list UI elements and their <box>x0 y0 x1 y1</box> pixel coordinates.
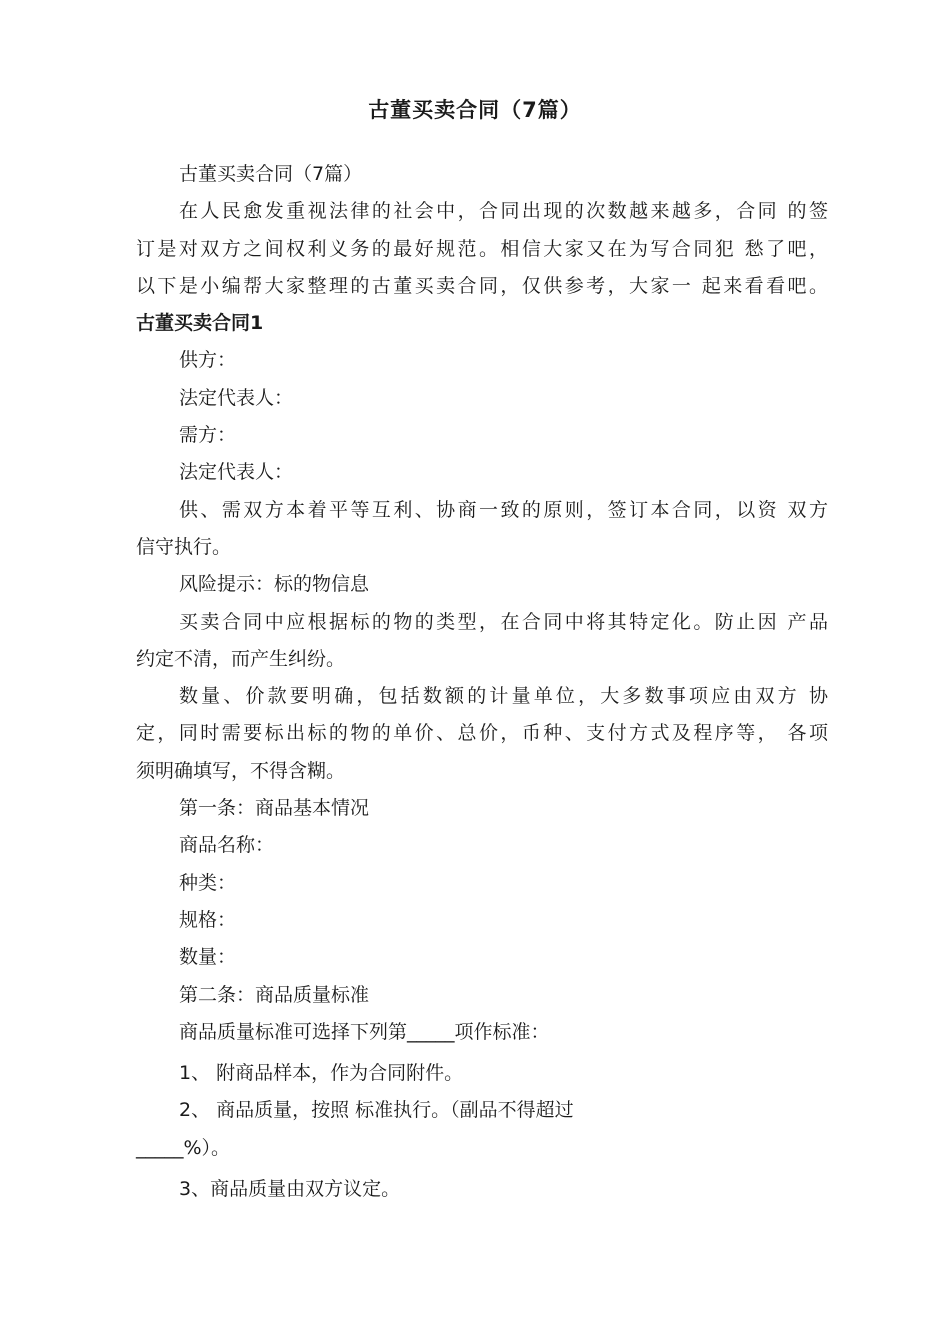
buyer-rep-label: 法定代表人： <box>179 461 294 484</box>
quantity-line-3: 须明确填写，不得含糊。 <box>136 759 346 782</box>
quality-item-1: 1、 附商品样本，作为合同附件。 <box>179 1062 464 1085</box>
principle-line-2: 信守执行。 <box>136 535 232 558</box>
document-subtitle: 古董买卖合同（7篇） <box>179 163 363 185</box>
quality-choose-line: 商品质量标准可选择下列第_____项作标准： <box>179 1020 550 1043</box>
risk-line-2: 约定不清，而产生纠纷。 <box>136 647 346 670</box>
product-qty-label: 数量： <box>179 946 237 969</box>
page-title: 古董买卖合同（7篇） <box>368 98 582 122</box>
quantity-line-1: 数量、价款要明确，包括数额的计量单位，大多数事项应由双方 协 <box>179 685 828 708</box>
risk-line-1: 买卖合同中应根据标的物的类型，在合同中将其特定化。防止因 产品 <box>179 610 828 633</box>
supplier-rep-label: 法定代表人： <box>179 386 294 409</box>
product-kind-label: 种类： <box>179 871 237 894</box>
supplier-label: 供方： <box>179 349 237 372</box>
buyer-label: 需方： <box>179 424 237 447</box>
risk-title: 风险提示：标的物信息 <box>179 573 370 596</box>
intro-line-2: 订是对双方之间权利义务的最好规范。相信大家又在为写合同犯 愁了吧， <box>136 237 828 260</box>
product-spec-label: 规格： <box>179 908 237 931</box>
section-heading: 古董买卖合同1 <box>136 312 264 335</box>
principle-line-1: 供、需双方本着平等互利、协商一致的原则，签订本合同，以资 双方 <box>179 498 828 521</box>
article1-title: 第一条：商品基本情况 <box>179 797 370 820</box>
product-name-label: 商品名称： <box>179 834 275 857</box>
article2-title: 第二条：商品质量标准 <box>179 983 370 1006</box>
quality-item-2: 2、 商品质量，按照 标准执行。（副品不得超过 <box>179 1099 574 1122</box>
document-body <box>136 156 828 1208</box>
intro-line-1: 在人民愈发重视法律的社会中，合同出现的次数越来越多，合同 的签 <box>179 200 828 223</box>
intro-line-3: 以下是小编帮大家整理的古董买卖合同，仅供参考，大家一 起来看看吧。 <box>136 274 828 297</box>
quality-item-3: 3、商品质量由双方议定。 <box>179 1178 401 1201</box>
quality-item-2-cont: _____%）。 <box>136 1136 231 1159</box>
quantity-line-2: 定，同时需要标出标的物的单价、总价，币种、支付方式及程序等， 各项 <box>136 722 828 745</box>
